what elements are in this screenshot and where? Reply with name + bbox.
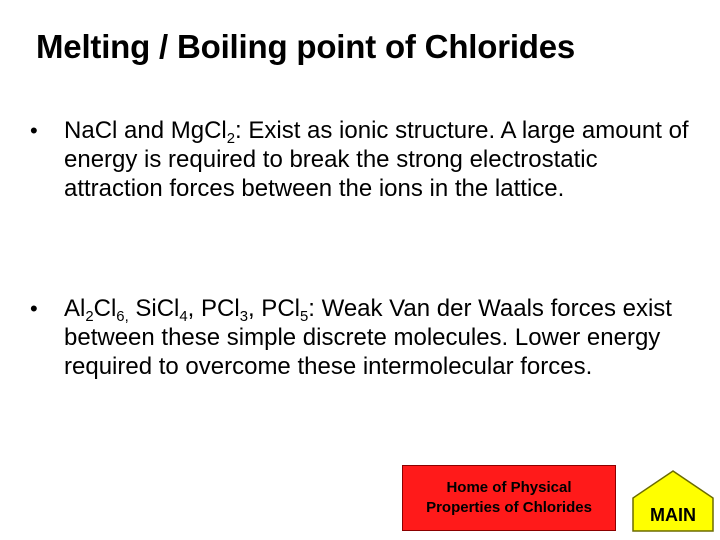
- home-button-line2: Properties of Chlorides: [426, 499, 592, 516]
- main-button-label: MAIN: [650, 505, 696, 525]
- subscript: 4: [179, 309, 188, 326]
- text-run: Cl: [93, 295, 117, 322]
- bullet-text: [64, 294, 690, 381]
- bullet-text: [64, 116, 690, 203]
- home-button-label: [426, 478, 592, 518]
- text-run: Na: [64, 117, 95, 144]
- bullet-marker: •: [30, 118, 38, 143]
- text-run: Cl: [156, 295, 180, 322]
- text-run: Cl and Mg: [94, 117, 205, 144]
- bullet-marker: •: [30, 296, 38, 321]
- text-run: Cl: [204, 117, 227, 144]
- bullet-ionic: [30, 116, 690, 203]
- home-physical-properties-button[interactable]: [402, 465, 616, 531]
- text-run: : Exist as ionic structure. A large amount of energy is required to break the strong electrostatic attraction forces between the ions in the lattice.: [64, 117, 689, 202]
- text-run: Al: [64, 295, 86, 322]
- text-run: Si: [128, 295, 157, 322]
- slide-title: Melting / Boiling point of Chlorides: [36, 28, 576, 65]
- subscript: 6,: [116, 309, 129, 326]
- text-run: , PCl: [187, 295, 240, 322]
- subscript: 2: [226, 131, 236, 148]
- bullet-molecular: [30, 294, 690, 381]
- subscript: 5: [299, 309, 309, 326]
- subscript: 3: [239, 309, 248, 326]
- text-run: , PCl: [247, 295, 300, 322]
- subscript: 2: [85, 309, 94, 326]
- main-button[interactable]: [632, 470, 714, 532]
- home-button-line1: Home of Physical: [446, 479, 572, 496]
- text-run: : Weak Van der Waals forces exist between these simple discrete molecules. Lower energy required to overcome these intermolecular forces.: [64, 295, 672, 380]
